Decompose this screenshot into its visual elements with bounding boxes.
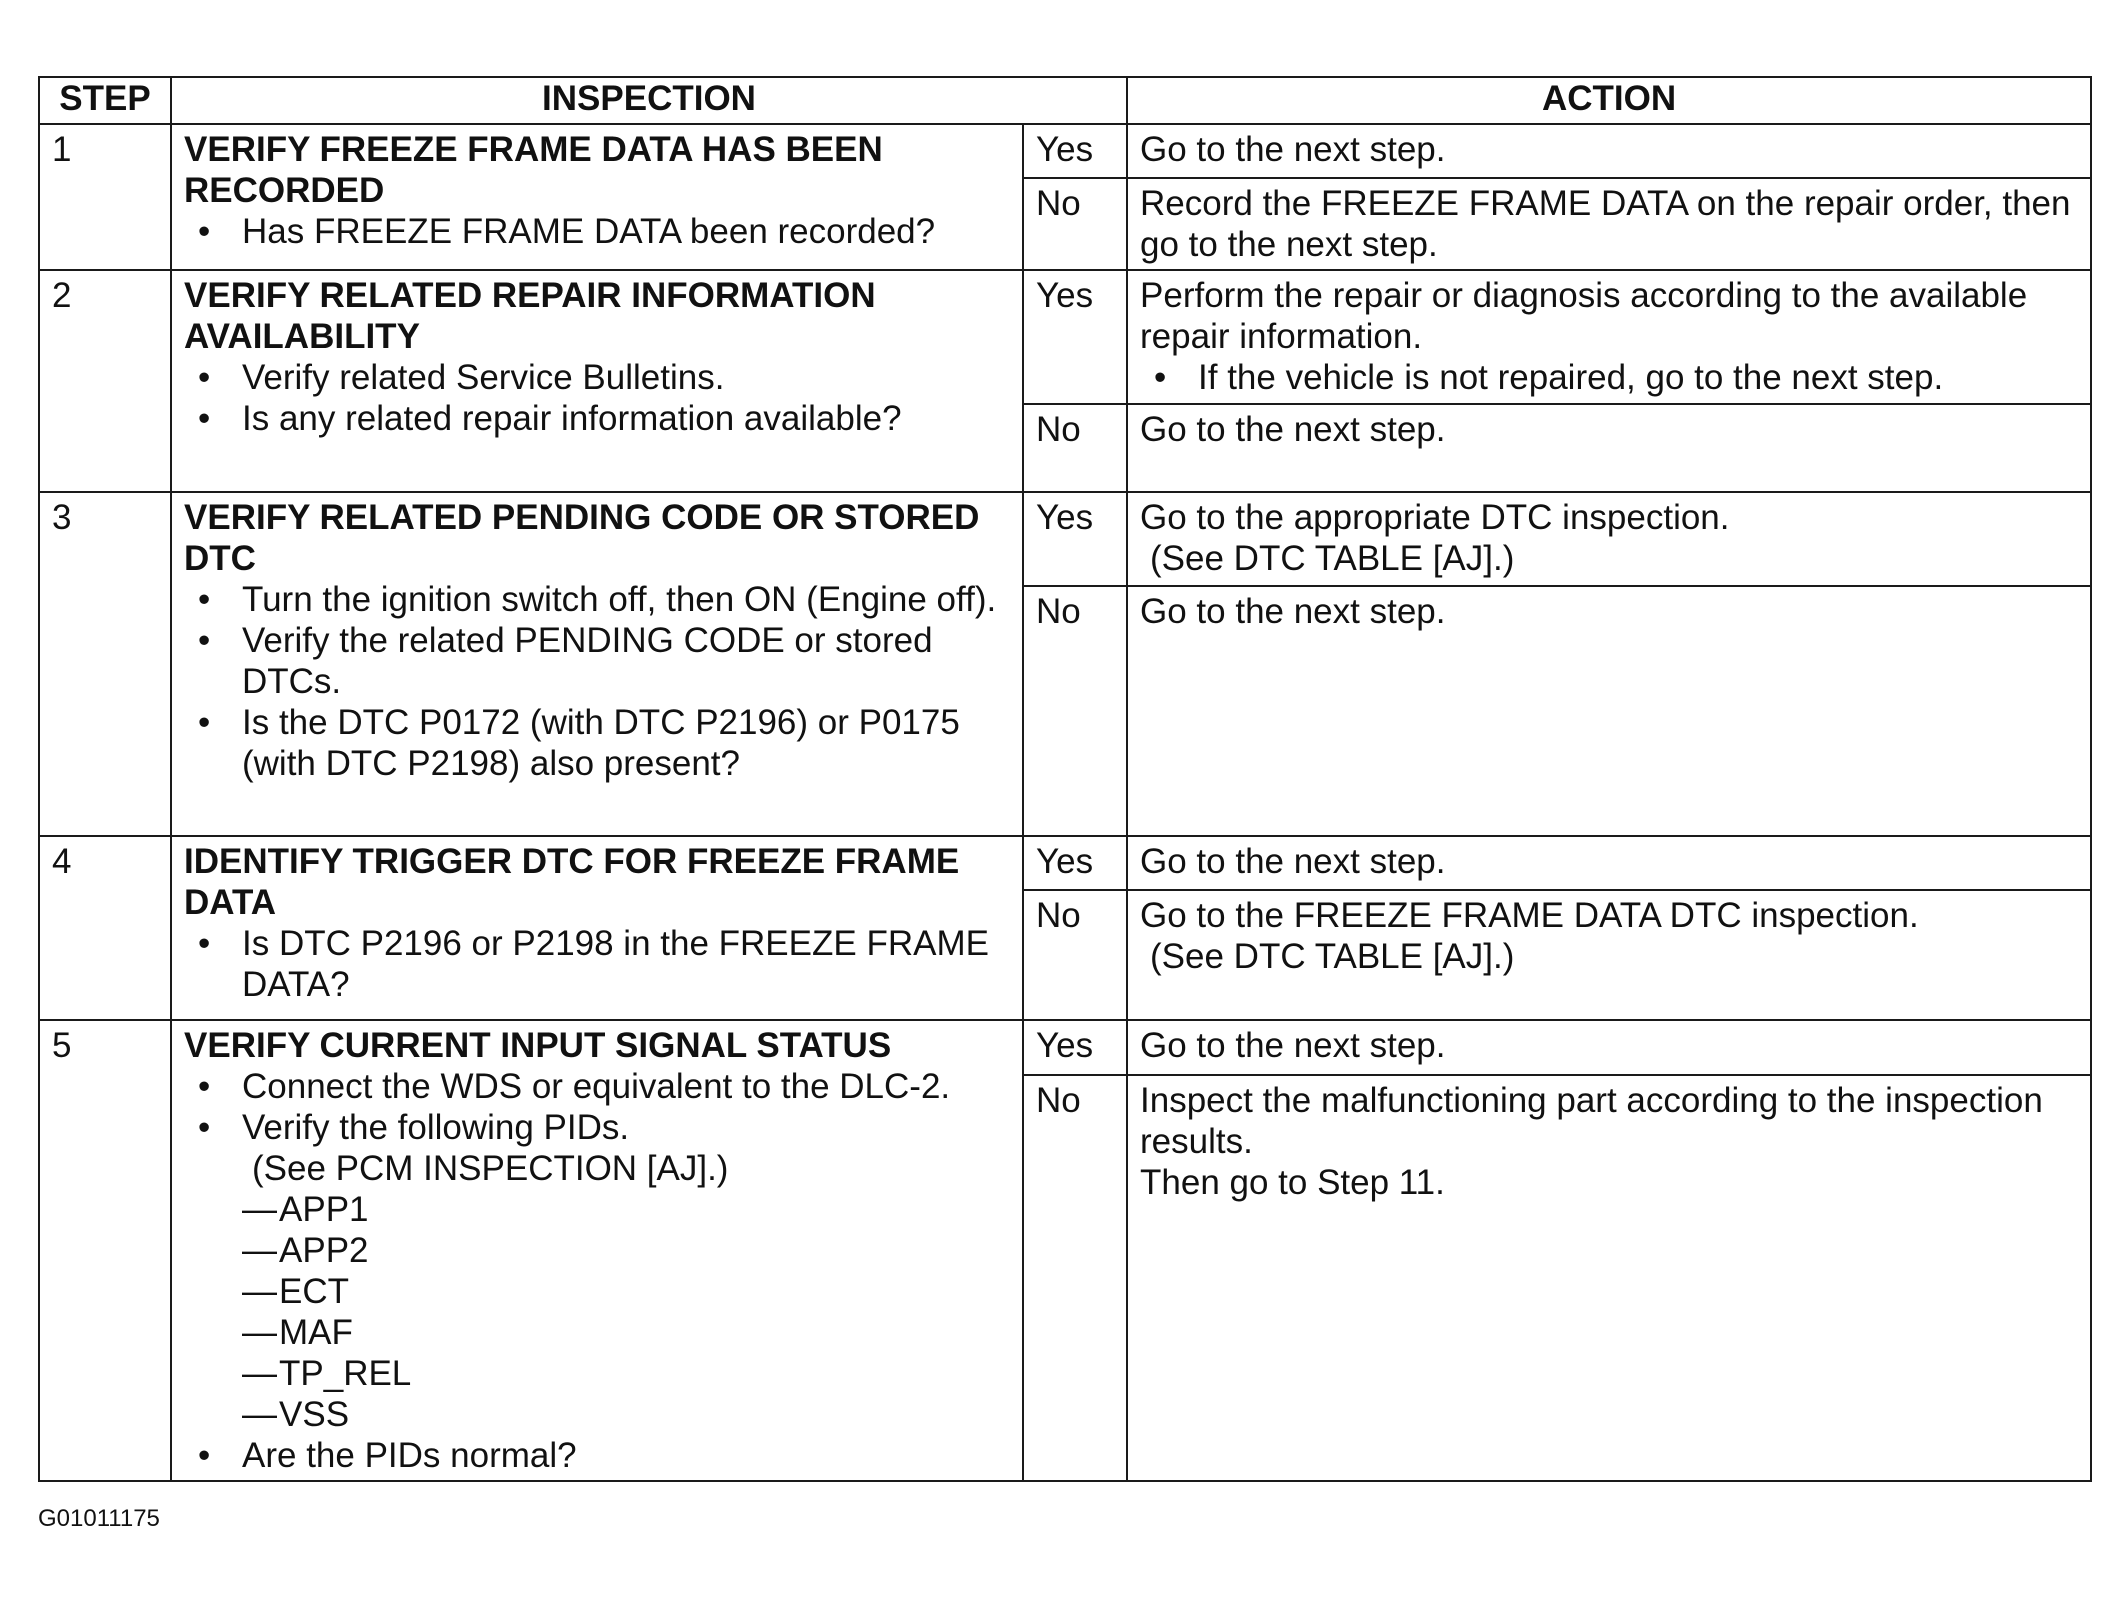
step-number: 1 <box>39 124 171 270</box>
yes-label: Yes <box>1023 1020 1127 1075</box>
inspection-bullets <box>184 357 1010 439</box>
bullet-item <box>184 1107 1010 1435</box>
bullet-item: • Connect the WDS or equivalent to the DLC-2. <box>184 1066 1010 1107</box>
inspection-bullets <box>184 211 1010 252</box>
yes-action-text: Perform the repair or diagnosis according to the available repair information. <box>1140 276 2028 356</box>
yes-action: Go to the next step. <box>1127 1020 2091 1075</box>
bullet-item: • Turn the ignition switch off, then ON (Engine off). <box>184 579 1010 620</box>
no-action <box>1127 1075 2091 1481</box>
step-3-yes-row <box>39 492 2091 586</box>
inspection-title: VERIFY RELATED REPAIR INFORMATION AVAILABILITY <box>184 276 876 356</box>
step-inspection <box>171 836 1023 1020</box>
step-inspection <box>171 270 1023 492</box>
header-inspection: INSPECTION <box>171 77 1127 124</box>
yes-action: Go to the next step. <box>1127 836 2091 890</box>
no-action: Record the FREEZE FRAME DATA on the repair order, then go to the next step. <box>1127 178 2091 270</box>
no-action: Go to the next step. <box>1127 404 2091 492</box>
bullet-item: • Verify the related PENDING CODE or stored DTCs. <box>184 620 1010 702</box>
inspection-title: VERIFY RELATED PENDING CODE OR STORED DTC <box>184 498 980 578</box>
header-row <box>39 77 2091 124</box>
bullet-item: • Verify related Service Bulletins. <box>184 357 1010 398</box>
inspection-bullets <box>184 579 1010 784</box>
action-bullets <box>1140 357 2078 398</box>
yes-action <box>1127 270 2091 404</box>
no-label: No <box>1023 404 1127 492</box>
pid-item: — APP2 <box>242 1230 1010 1271</box>
no-label: No <box>1023 178 1127 270</box>
no-label: No <box>1023 586 1127 836</box>
yes-label: Yes <box>1023 492 1127 586</box>
yes-action <box>1127 492 2091 586</box>
no-action-text: Inspect the malfunctioning part according to the inspection results. <box>1140 1080 2043 1161</box>
no-label: No <box>1023 890 1127 1020</box>
header-action: ACTION <box>1127 77 2091 124</box>
inspection-title: VERIFY CURRENT INPUT SIGNAL STATUS <box>184 1026 892 1065</box>
step-inspection <box>171 492 1023 836</box>
bullet-item: • Is any related repair information available? <box>184 398 1010 439</box>
inspection-title: VERIFY FREEZE FRAME DATA HAS BEEN RECORDED <box>184 130 883 210</box>
yes-label: Yes <box>1023 270 1127 404</box>
see-reference: (See PCM INSPECTION [AJ].) <box>252 1149 729 1188</box>
no-action-then: Then go to Step 11. <box>1140 1162 1445 1202</box>
inspection-bullets <box>184 923 1010 1005</box>
pid-list <box>242 1189 1010 1435</box>
no-label: No <box>1023 1075 1127 1481</box>
pid-item: — TP_REL <box>242 1353 1010 1394</box>
step-inspection <box>171 124 1023 270</box>
see-reference: (See DTC TABLE [AJ].) <box>1150 937 1515 976</box>
bullet-item: • Are the PIDs normal? <box>184 1435 1010 1476</box>
step-inspection <box>171 1020 1023 1481</box>
yes-label: Yes <box>1023 836 1127 890</box>
yes-action: Go to the next step. <box>1127 124 2091 178</box>
bullet-item: • Is DTC P2196 or P2198 in the FREEZE FRAME DATA? <box>184 923 1010 1005</box>
step-4-yes-row <box>39 836 2091 890</box>
bullet-item: • Is the DTC P0172 (with DTC P2196) or P0175 (with DTC P2198) also present? <box>184 702 1010 784</box>
bullet-item: • If the vehicle is not repaired, go to the next step. <box>1140 357 2078 398</box>
step-number: 2 <box>39 270 171 492</box>
bullet-verify-text: • Verify the following PIDs. <box>242 1108 630 1147</box>
step-1-yes-row <box>39 124 2091 178</box>
step-number: 3 <box>39 492 171 836</box>
inspection-bullets <box>184 1066 1010 1476</box>
step-number: 5 <box>39 1020 171 1481</box>
yes-label: Yes <box>1023 124 1127 178</box>
no-action <box>1127 890 2091 1020</box>
pid-item: — MAF <box>242 1312 1010 1353</box>
inspection-title: IDENTIFY TRIGGER DTC FOR FREEZE FRAME DATA <box>184 842 960 922</box>
step-2-yes-row <box>39 270 2091 404</box>
bullet-item: • Has FREEZE FRAME DATA been recorded? <box>184 211 1010 252</box>
yes-action-text: Go to the appropriate DTC inspection. <box>1140 498 1730 537</box>
step-5-yes-row <box>39 1020 2091 1075</box>
header-step: STEP <box>39 77 171 124</box>
pid-item: — VSS <box>242 1394 1010 1435</box>
no-action: Go to the next step. <box>1127 586 2091 836</box>
see-reference: (See DTC TABLE [AJ].) <box>1150 539 1515 578</box>
pid-item: — APP1 <box>242 1189 1010 1230</box>
step-number: 4 <box>39 836 171 1020</box>
figure-code: G01011175 <box>38 1505 160 1532</box>
no-action-text: Go to the FREEZE FRAME DATA DTC inspection. <box>1140 896 1919 935</box>
diagnostic-procedure-table <box>38 76 2092 1482</box>
pid-item: — ECT <box>242 1271 1010 1312</box>
